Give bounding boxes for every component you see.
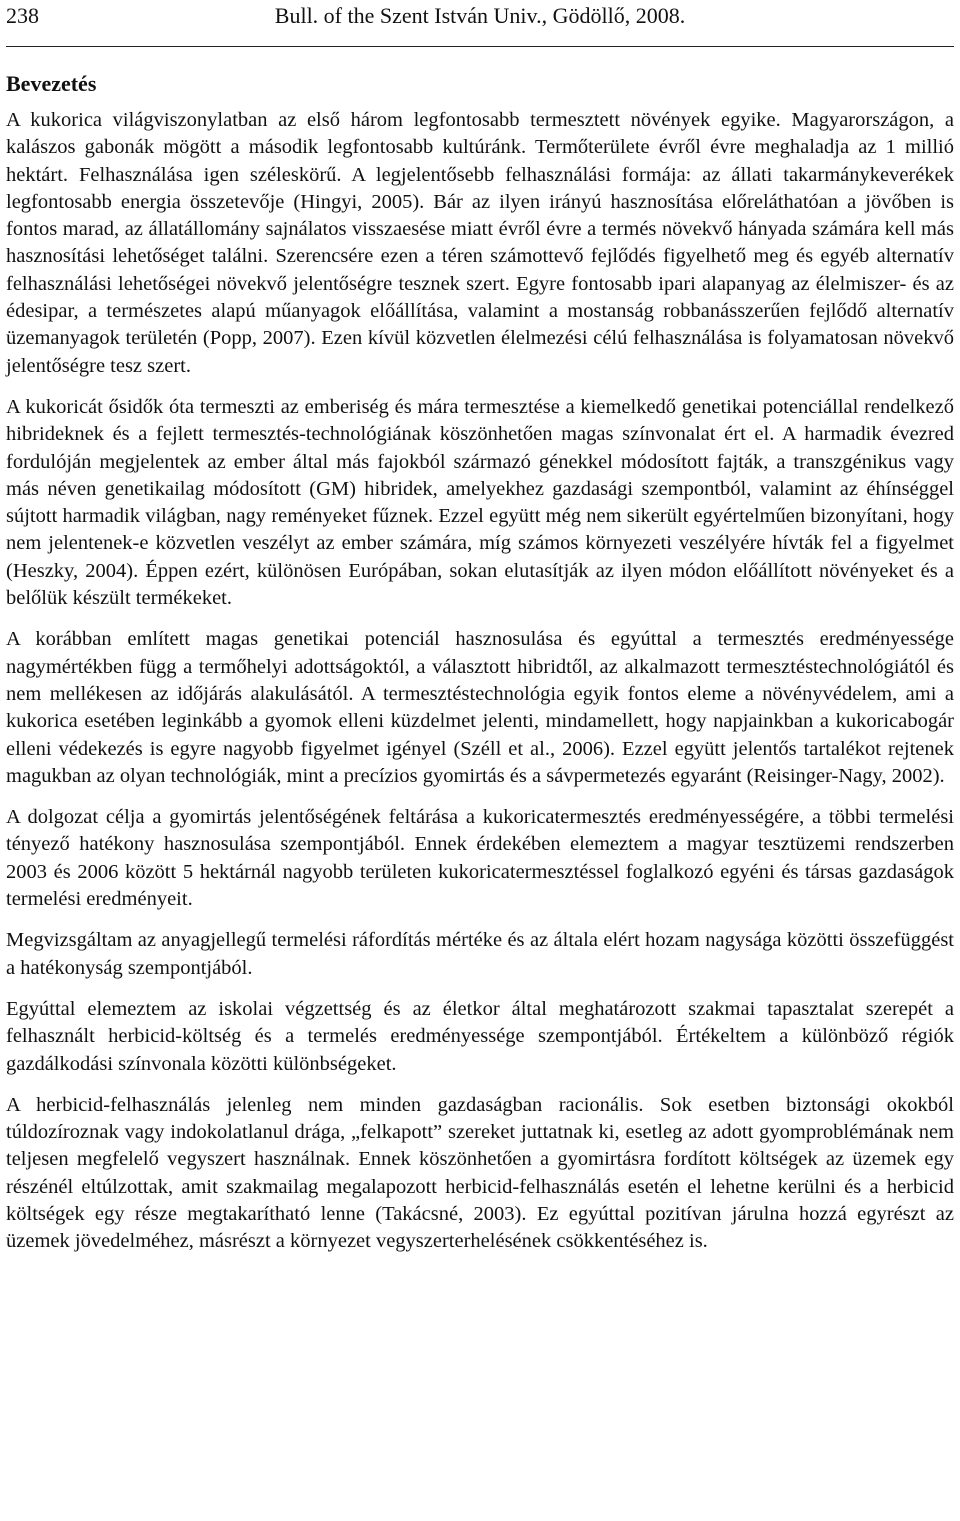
- paragraph-history: A kukoricát ősidők óta termeszti az emberiség és mára termesztése a kiemelkedő genetikai potenciállal rendelkező hibrideknek és a fejlett termesztés-technológiának köszönhetően magas színvonalat ért el. A harmadik évezred fordulóján megjelentek az ember által más fajokból származó génekkel módosított fajták, a transzgénikus vagy más néven genetikailag módosított (GM) hibridek, amelyekhez gazdasági szempontból, valamint az éhínséggel sújtott harmadik világban, nagy reményeket fűznek. Ezzel együtt még nem sikerült egyértelműen bizonyítani, hogy nem jelentenek-e közvetlen veszélyt az ember számára, míg számos környezeti veszélyére hívták fel a figyelmet (Heszky, 2004). Éppen ezért, különösen Európában, sokan elutasítják az ilyen módon előállított növényeket és a belőlük készült termékeket.: [6, 395, 954, 610]
- page-header: [6, 0, 954, 47]
- document-page: [6, 0, 954, 1256]
- paragraph-technology: A korábban említett magas genetikai potenciál hasznosulása és egyúttal a termesztés eredményessége nagymértékben függ a termőhelyi adottságoktól, a választott hibridtől, az alkalmazott termesztéstechnológiától és nem mellékesen az időjárás alakulásától. A termesztéstechnológia egyik fontos eleme a növényvédelem, ami a kukorica esetében leginkább a gyomok elleni küzdelmet jelenti, mindamellett, hogy napjainkban a kukoricabogár elleni védekezés is egyre nagyobb figyelmet igényel (Széll et al., 2006). Ezzel együtt jelentős tartalékot rejtenek magukban az olyan technológiák, mint a precízios gyomirtás és a sávpermetezés egyaránt (Reisinger-Nagy, 2002).: [6, 628, 954, 787]
- paragraph-intro: A kukorica világviszonylatban az első három legfontosabb termesztett növények egyike. Magyarországon, a kalászos gabonák mögött a második legfontosabb kultúránk. Termőterülete évről évre meghaladja az 1 millió hektárt. Felhasználása igen széleskörű. A legjelentősebb felhasználási formája: az állati takarmánykeverékek legfontosabb energia összetevője (Hingyi, 2005). Bár az ilyen irányú hasznosítása előreláthatóan a jövőben is fontos marad, az állatállomány sajnálatos visszaesése miatt évről évre a termés növekvő hányada számára kell más hasznosítási lehetőséget találni. Szerencsére ezen a téren számottevő fejlődés figyelhető meg és egyéb alternatív felhasználási lehetőségei növekvő jelentőségre tesznek szert. Egyre fontosabb ipari alapanyag az élelmiszer- és az édesipar, a természetes alapú műanyagok előállítása, valamint a mostanság robbanásszerűen fejlődő alternatív üzemanyagok területén (Popp, 2007). Ezen kívül közvetlen élelmezési célú felhasználása is folyamatosan növekvő jelentőségre tesz szert.: [6, 109, 954, 377]
- running-title: Bull. of the Szent István Univ., Gödöllő, 2008.: [274, 3, 686, 28]
- paragraph-efficiency: Megvizsgáltam az anyagjellegű termelési ráfordítás mértéke és az általa elért hozam nagysága közötti összefüggést a hatékonyság szempontjából.: [6, 929, 954, 979]
- section-heading: Bevezetés: [6, 71, 97, 96]
- paragraph-aim: A dolgozat célja a gyomirtás jelentőségének feltárása a kukoricatermesztés eredményességére, a többi termelési tényező hatékony hasznosulása szempontjából. Ennek érdekében elemeztem a magyar tesztüzemi rendszerben 2003 és 2006 között 5 hektárnál nagyobb területen kukoricatermesztéssel foglalkozó egyéni és társas gazdaságok termelési eredményeit.: [6, 806, 954, 911]
- page-number: 238: [6, 3, 39, 28]
- paragraph-herbicide: A herbicid-felhasználás jelenleg nem minden gazdaságban racionális. Sok esetben biztonsági okokból túldozíroznak vagy indokolatlanul drága, „felkapott” szereket juttatnak ki, esetleg az adott gyomproblémának nem teljesen megfelelő vegyszert használnak. Ennek köszönhetően a gyomirtásra fordított költségek az üzemek egy részénél eltúlzottak, amit szakmailag megalapozott herbicid-felhasználás esetén el lehetne kerülni és a herbicid költségek egy része megtakarítható lenne (Takácsné, 2003). Ez egyúttal pozitívan járulna hozzá egyrészt az üzemek jövedelméhez, másrészt a környezet vegyszerterhelésének csökkentéséhez is.: [6, 1093, 954, 1253]
- paragraph-education: Egyúttal elemeztem az iskolai végzettség és az életkor által meghatározott szakmai tapasztalat szerepét a felhasznált herbicid-költség és a termelés eredményessége szempontjából. Értékeltem a különböző régiók gazdálkodási színvonala közötti különbségeket.: [6, 997, 954, 1075]
